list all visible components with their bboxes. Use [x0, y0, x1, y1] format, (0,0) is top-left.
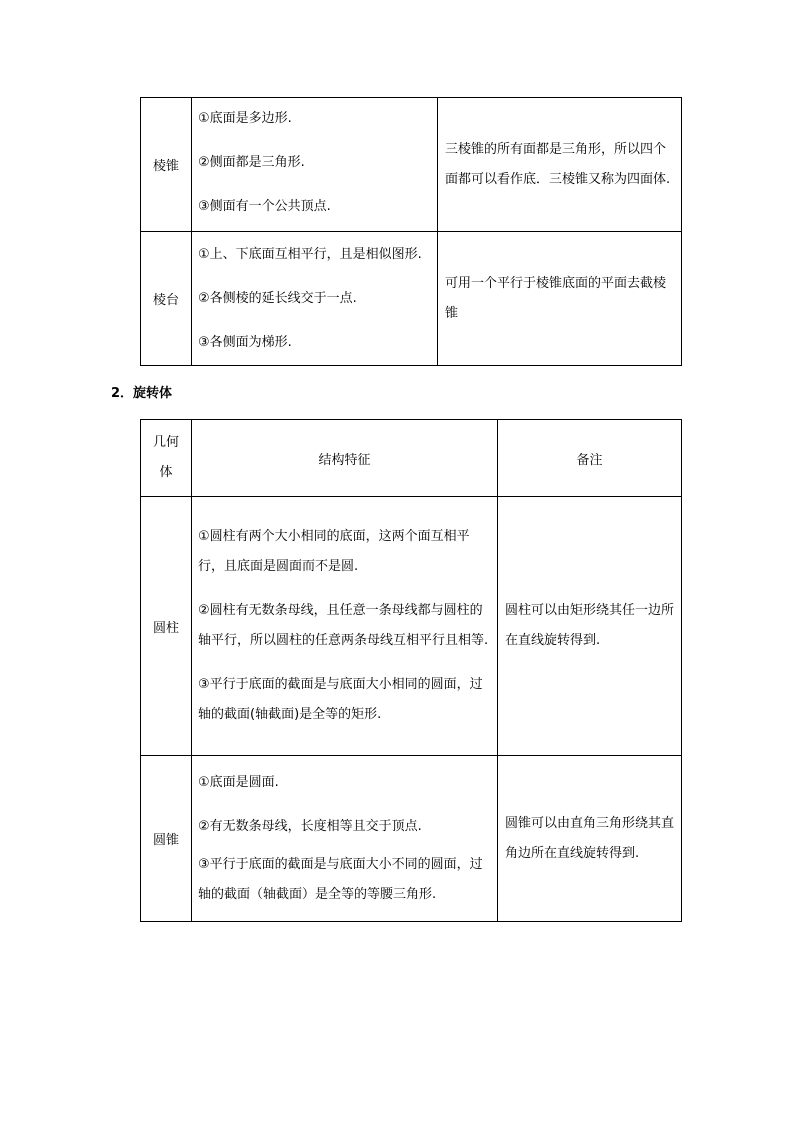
table-polyhedra: [140, 97, 682, 366]
feature-text: ③各侧面为梯形.: [198, 334, 292, 350]
feature-text: ②圆柱有无数条母线，且任意一条母线都与圆柱的轴平行，所以圆柱的任意两条母线互相平行且相等.: [198, 603, 489, 648]
note-cell: 三棱锥的所有面都是三角形，所以四个面都可以看作底．三棱锥又称为四面体.: [438, 98, 682, 232]
feature-text: ①底面是圆面.: [198, 774, 279, 790]
table-row: [141, 98, 682, 232]
table-header-row: [141, 420, 682, 497]
feature-cell: [192, 497, 498, 756]
header-cell-shape: 几何体: [141, 420, 192, 497]
feature-cell: [192, 98, 438, 232]
feature-text: ②各侧棱的延长线交于一点.: [198, 290, 357, 306]
feature-text: ①圆柱有两个大小相同的底面，这两个面互相平行，且底面是圆面而不是圆.: [198, 529, 470, 574]
table-row: [141, 232, 682, 366]
section-heading: 2．旋转体: [111, 386, 173, 401]
note-cell: 圆锥可以由直角三角形绕其直角边所在直线旋转得到.: [498, 756, 682, 922]
feature-text: ③平行于底面的截面是与底面大小相同的圆面，过轴的截面(轴截面)是全等的矩形.: [198, 677, 483, 722]
feature-text: ③侧面有一个公共顶点.: [198, 199, 331, 214]
feature-text: ①底面是多边形.: [198, 111, 292, 126]
feature-cell: [192, 756, 498, 922]
header-cell-features: 结构特征: [192, 420, 498, 497]
feature-text: ②有无数条母线，长度相等且交于顶点.: [198, 818, 422, 834]
table-solids-of-revolution: [140, 419, 682, 922]
note-cell: 圆柱可以由矩形绕其任一边所在直线旋转得到.: [498, 497, 682, 756]
table-row: [141, 756, 682, 922]
table-row: [141, 497, 682, 756]
feature-cell: [192, 232, 438, 366]
shape-name-cell: 圆柱: [141, 497, 192, 756]
shape-name-cell: 棱台: [141, 232, 192, 366]
header-cell-notes: 备注: [498, 420, 682, 497]
note-cell: 可用一个平行于棱锥底面的平面去截棱锥: [438, 232, 682, 366]
shape-name-cell: 圆锥: [141, 756, 192, 922]
feature-text: ③平行于底面的截面是与底面大小不同的圆面，过轴的截面（轴截面）是全等的等腰三角形.: [198, 856, 483, 902]
shape-name-cell: 棱锥: [141, 98, 192, 232]
feature-text: ②侧面都是三角形.: [198, 155, 305, 170]
feature-text: ①上、下底面互相平行，且是相似图形.: [198, 246, 422, 262]
